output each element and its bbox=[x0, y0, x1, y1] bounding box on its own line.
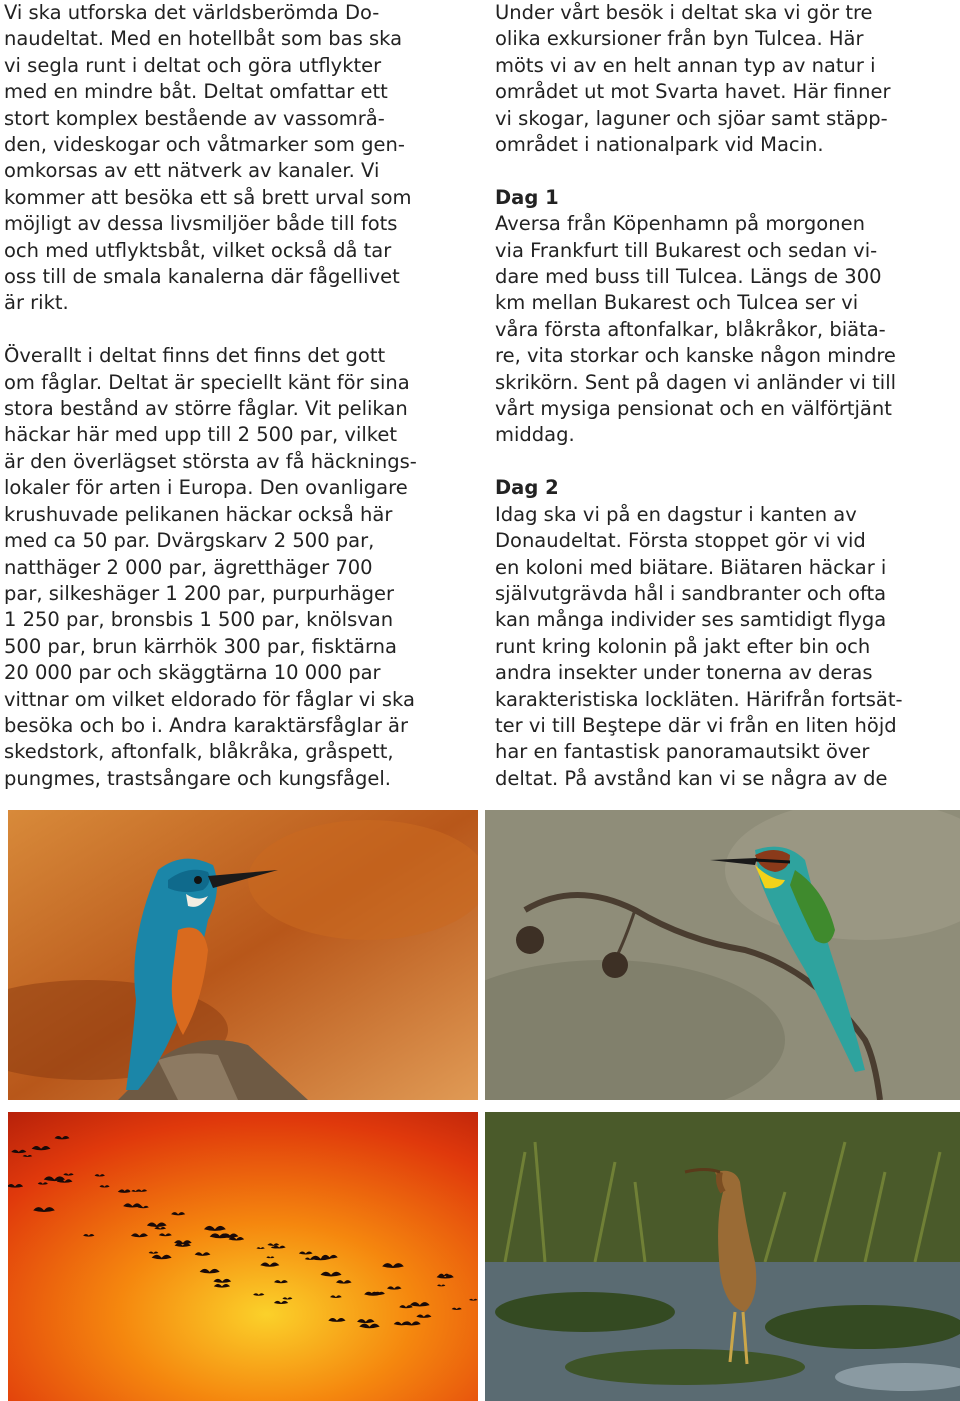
text-line: och med utflyktsbåt, vilket också då tar bbox=[4, 238, 392, 262]
text-line: krushuvade pelikanen häckar också här bbox=[4, 502, 393, 526]
birds-paragraph bbox=[4, 343, 474, 792]
text-line: Under vårt besök i deltat ska vi gör tre bbox=[495, 1, 873, 24]
text-line: 1 250 par, bronsbis 1 500 par, knölsvan bbox=[4, 608, 394, 632]
text-line: är den överlägset största av få häcknings- bbox=[4, 449, 417, 473]
text-line: om fåglar. Deltat är speciellt känt för sina bbox=[4, 370, 410, 394]
text-line: skedstork, aftonfalk, blåkråka, gråspett, bbox=[4, 740, 394, 764]
day1-heading: Dag 1 bbox=[495, 185, 559, 209]
kingfisher-photo bbox=[8, 810, 478, 1100]
text-line: häckar här med upp till 2 500 par, vilket bbox=[4, 423, 398, 447]
text-line: via Frankfurt till Bukarest och sedan vi- bbox=[495, 238, 878, 262]
text-line: Överallt i deltat finns det finns det gott bbox=[4, 344, 386, 368]
heron-photo bbox=[485, 1112, 960, 1401]
text-line: området i nationalpark vid Macin. bbox=[495, 133, 824, 157]
text-line: vårt mysiga pensionat och en välförtjänt bbox=[495, 397, 892, 421]
text-line: omkorsas av ett nätverk av kanaler. Vi bbox=[4, 159, 380, 183]
text-line: karakteristiska lockläten. Härifrån fortsät- bbox=[495, 687, 903, 711]
text-line: 20 000 par och skäggtärna 10 000 par bbox=[4, 661, 381, 685]
right-column bbox=[495, 0, 953, 792]
bird-flock-photo bbox=[8, 1112, 478, 1401]
text-line: självutgrävda hål i sandbranter och ofta bbox=[495, 581, 887, 605]
text-line: pungmes, trastsångare och kungsfågel. bbox=[4, 766, 391, 790]
day2-heading: Dag 2 bbox=[495, 476, 559, 500]
text-line: kommer att besöka ett så brett urval som bbox=[4, 185, 412, 209]
text-line: natthäger 2 000 par, ägretthäger 700 bbox=[4, 555, 373, 579]
bee-eater-photo bbox=[485, 810, 960, 1100]
text-line: med ca 50 par. Dvärgskarv 2 500 par, bbox=[4, 529, 375, 553]
text-line: våra första aftonfalkar, blåkråkor, biäta- bbox=[495, 317, 886, 341]
text-line: möts vi av en helt annan typ av natur i bbox=[495, 53, 876, 77]
text-line: kan många individer ses samtidigt flyga bbox=[495, 608, 887, 632]
text-line: km mellan Bukarest och Tulcea ser vi bbox=[495, 291, 859, 315]
text-line: lokaler för arten i Europa. Den ovanligare bbox=[4, 476, 408, 500]
text-line: stort komplex bestående av vassområ- bbox=[4, 106, 385, 130]
text-line: vittnar om vilket eldorado för fåglar vi ska bbox=[4, 687, 415, 711]
text-line: stora bestånd av större fåglar. Vit pelikan bbox=[4, 397, 408, 421]
text-line: deltat. På avstånd kan vi se några av de bbox=[495, 766, 888, 790]
text-line: Idag ska vi på en dagstur i kanten av bbox=[495, 502, 857, 526]
text-line: har en fantastisk panoramautsikt över bbox=[495, 740, 870, 764]
text-line: oss till de smala kanalerna där fågellivet bbox=[4, 265, 400, 289]
text-line: vi skogar, laguner och sjöar samt stäpp- bbox=[495, 106, 888, 130]
text-line: en koloni med biätare. Biätaren häckar i bbox=[495, 555, 887, 579]
day2-paragraph bbox=[495, 502, 953, 792]
text-line: med en mindre båt. Deltat omfattar ett bbox=[4, 80, 388, 104]
text-line: vi segla runt i deltat och göra utflykter bbox=[4, 53, 382, 77]
text-line: skrikörn. Sent på dagen vi anländer vi till bbox=[495, 370, 897, 394]
text-line: olika exkursioner från byn Tulcea. Här bbox=[495, 27, 864, 51]
left-column bbox=[4, 0, 474, 792]
text-line: möjligt av dessa livsmiljöer både till fots bbox=[4, 212, 398, 236]
text-line: runt kring kolonin på jakt efter bin och bbox=[495, 634, 871, 658]
text-line: 500 par, brun kärrhök 300 par, fisktärna bbox=[4, 634, 397, 658]
text-line: besöka och bo i. Andra karaktärsfåglar är bbox=[4, 713, 409, 737]
text-line: Aversa från Köpenhamn på morgonen bbox=[495, 212, 865, 236]
text-line: re, vita storkar och kanske någon mindre bbox=[495, 344, 896, 368]
text-line: är rikt. bbox=[4, 291, 69, 315]
text-line: naudeltat. Med en hotellbåt som bas ska bbox=[4, 27, 403, 51]
excursions-paragraph bbox=[495, 0, 953, 158]
text-line: ter vi till Beştepe där vi från en liten höjd bbox=[495, 713, 897, 737]
text-line: par, silkeshäger 1 200 par, purpurhäger bbox=[4, 581, 395, 605]
text-line: andra insekter under tonerna av deras bbox=[495, 661, 873, 685]
text-line: middag. bbox=[495, 423, 575, 447]
text-line: Donaudeltat. Första stoppet gör vi vid bbox=[495, 529, 866, 553]
text-line: den, videskogar och våtmarker som gen- bbox=[4, 133, 405, 157]
text-line: området ut mot Svarta havet. Här finner bbox=[495, 80, 891, 104]
text-line: dare med buss till Tulcea. Längs de 300 bbox=[495, 265, 882, 289]
intro-paragraph bbox=[4, 0, 474, 317]
day1-paragraph bbox=[495, 211, 953, 449]
text-line: Vi ska utforska det världsberömda Do- bbox=[4, 1, 380, 24]
